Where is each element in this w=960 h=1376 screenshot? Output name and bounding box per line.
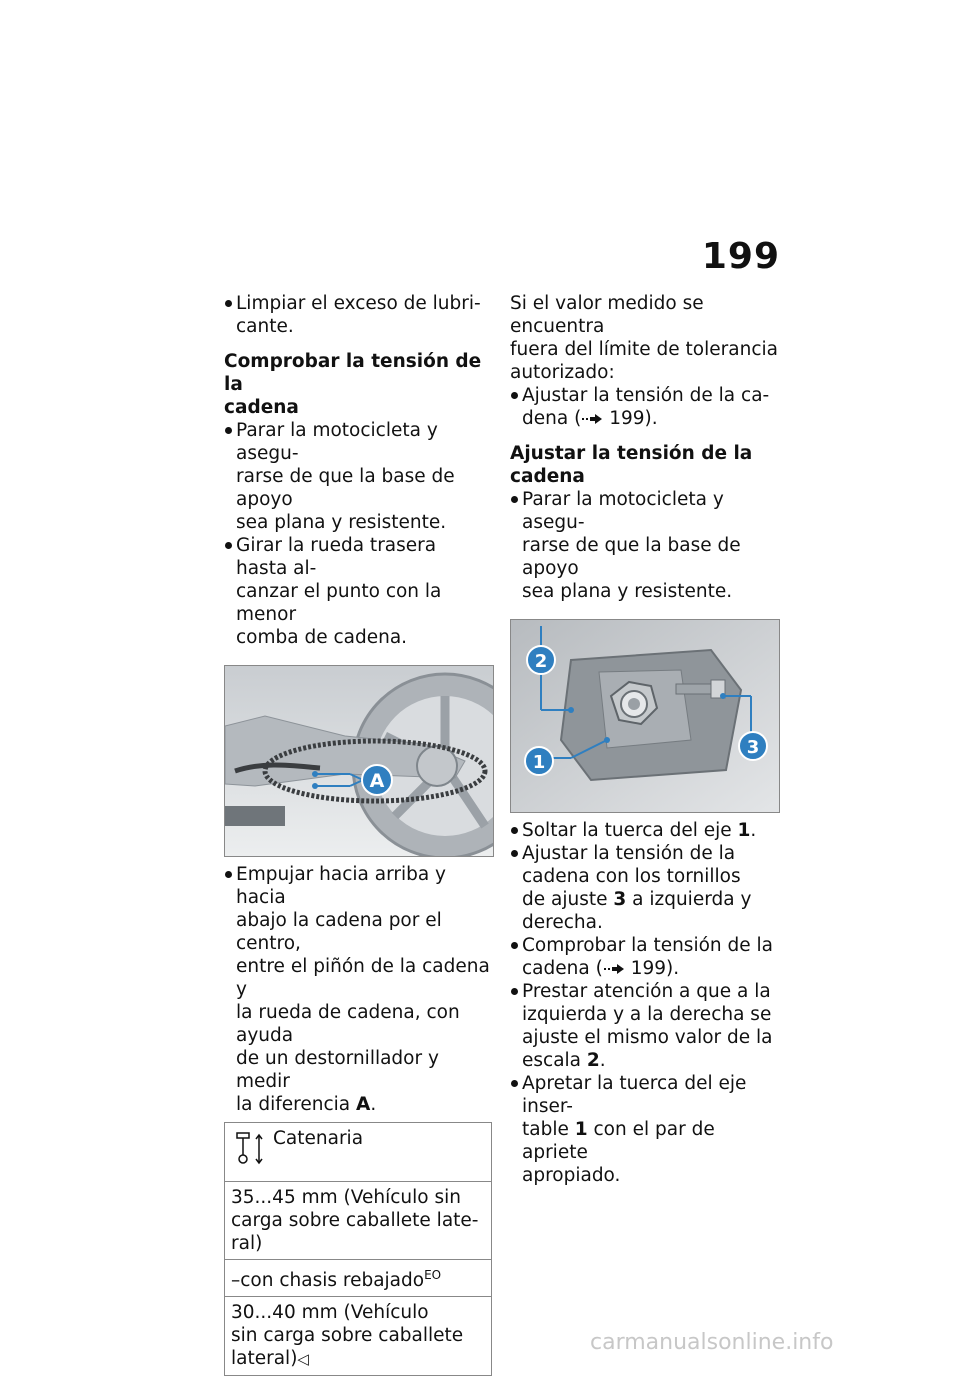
text-span: ). <box>644 408 658 429</box>
table-row <box>225 1182 492 1260</box>
text-line: comba de cadena. <box>236 627 408 648</box>
text-line: autorizado: <box>510 362 615 383</box>
text-line: 30...40 mm (Vehículo <box>231 1302 429 1323</box>
heading-line: Comprobar la tensión de la <box>224 351 482 395</box>
callout-a-label: A <box>369 770 385 792</box>
table-row <box>225 1297 492 1376</box>
list-item <box>224 419 492 534</box>
text-line: Prestar atención a que a la <box>522 981 771 1002</box>
text-span: . <box>370 1094 377 1115</box>
callout-3-label: 3 <box>746 737 760 758</box>
table-row <box>225 1123 492 1182</box>
page-ref-arrow-icon <box>603 963 625 975</box>
text-line <box>231 1347 485 1371</box>
list-item <box>224 292 492 338</box>
table-row <box>225 1260 492 1297</box>
text-line: ral) <box>231 1233 263 1254</box>
text-span: . <box>599 1050 606 1071</box>
callout-1-label: 1 <box>532 752 546 773</box>
text-span: dena ( <box>522 408 582 429</box>
text-span: table <box>522 1119 569 1140</box>
text-span: escala <box>522 1050 582 1071</box>
text-line: Comprobar la tensión de la <box>522 935 773 956</box>
watermark: carmanualsonline.info <box>590 1330 834 1355</box>
heading-line: cadena <box>510 466 585 487</box>
text-span: ). <box>666 958 680 979</box>
text-line: Apretar la tuerca del eje inser- <box>522 1073 747 1117</box>
text-line: sea plana y resistente. <box>236 512 447 533</box>
text-line <box>522 407 782 430</box>
list-item <box>510 934 782 980</box>
list-item <box>510 842 782 934</box>
text-span: con el par de apriete <box>522 1119 715 1163</box>
spec-table <box>224 1122 492 1376</box>
list-item <box>510 384 782 430</box>
text-line: apropiado. <box>522 1165 621 1186</box>
left-column <box>224 292 492 1376</box>
text-line: Empujar hacia arriba y hacia <box>236 864 447 908</box>
page-number: 199 <box>701 236 780 277</box>
heading-line: cadena <box>224 397 299 418</box>
text-line: canzar el punto con la menor <box>236 581 442 625</box>
end-mark-icon: ◁ <box>297 1350 309 1368</box>
ref-label: 3 <box>613 889 627 910</box>
ref-label: 1 <box>737 820 751 841</box>
text-line: cadena con los tornillos <box>522 866 741 887</box>
table-cell <box>225 1260 492 1297</box>
list-item <box>224 863 492 1116</box>
text-span: Soltar la tuerca del eje <box>522 820 732 841</box>
text-line: Parar la motocicleta y asegu- <box>522 489 724 533</box>
text-line: ajuste el mismo valor de la <box>522 1027 773 1048</box>
text-line <box>522 1118 782 1164</box>
table-cell <box>225 1182 492 1260</box>
text-line: Si el valor medido se encuentra <box>510 293 704 337</box>
text-line: abajo la cadena por el centro, <box>236 910 442 954</box>
list-item <box>510 980 782 1072</box>
chain-illustration <box>225 666 493 856</box>
text-span: a izquierda y <box>632 889 752 910</box>
section-heading <box>224 350 492 419</box>
list-item <box>510 488 782 603</box>
text-line <box>236 1093 492 1116</box>
text-line: derecha. <box>522 912 603 933</box>
table-header-label: Catenaria <box>273 1128 364 1149</box>
text-span: la diferencia <box>236 1094 351 1115</box>
text-line: Parar la motocicleta y asegu- <box>236 420 438 464</box>
text-line <box>522 957 782 980</box>
text-span: lateral) <box>231 1348 298 1369</box>
text-line <box>522 819 782 842</box>
text-line: Limpiar el exceso de lubri- <box>236 293 481 314</box>
adjuster-illustration <box>511 620 779 812</box>
chain-adjuster-figure <box>510 619 780 813</box>
text-line: la rueda de cadena, con ayuda <box>236 1002 460 1046</box>
list-item <box>224 534 492 649</box>
text-span: cadena ( <box>522 958 603 979</box>
text-line: rarse de que la base de apoyo <box>236 466 455 510</box>
text-span: . <box>750 820 757 841</box>
right-column <box>510 292 782 1187</box>
ref-label: A <box>355 1094 371 1115</box>
text-line: Girar la rueda trasera hasta al- <box>236 535 437 579</box>
text-line: sin carga sobre caballete <box>231 1325 464 1346</box>
table-cell <box>225 1297 492 1376</box>
page-ref-arrow-icon <box>581 413 603 425</box>
list-item <box>510 819 782 842</box>
text-line <box>522 1049 782 1072</box>
page-ref[interactable]: 199 <box>609 408 645 429</box>
text-line: Ajustar la tensión de la <box>522 843 736 864</box>
text-line: Ajustar la tensión de la ca- <box>522 385 770 406</box>
section-heading <box>510 442 782 488</box>
text-line: izquierda y a la derecha se <box>522 1004 772 1025</box>
text-span: de ajuste <box>522 889 608 910</box>
text-line: rarse de que la base de apoyo <box>522 535 741 579</box>
text-span: –con chasis rebajado <box>231 1270 425 1291</box>
callout-2-label: 2 <box>534 651 548 672</box>
text-line <box>522 888 782 911</box>
text-line: de un destornillador y medir <box>236 1048 439 1092</box>
chain-sag-figure <box>224 665 494 857</box>
text-line: fuera del límite de tolerancia <box>510 339 778 360</box>
list-item <box>510 1072 782 1187</box>
heading-line: Ajustar la tensión de la <box>510 443 753 464</box>
paragraph <box>510 292 782 384</box>
page-ref[interactable]: 199 <box>630 958 666 979</box>
text-line: carga sobre caballete late- <box>231 1210 479 1231</box>
ref-label: 2 <box>586 1050 600 1071</box>
text-line: 35...45 mm (Vehículo sin <box>231 1187 461 1208</box>
ref-label: 1 <box>574 1119 588 1140</box>
chain-sag-icon <box>235 1131 265 1167</box>
text-line: sea plana y resistente. <box>522 581 733 602</box>
text-line: cante. <box>236 316 294 337</box>
text-line: entre el piñón de la cadena y <box>236 956 490 1000</box>
superscript: EO <box>424 1268 442 1282</box>
table-header-cell <box>225 1123 492 1182</box>
